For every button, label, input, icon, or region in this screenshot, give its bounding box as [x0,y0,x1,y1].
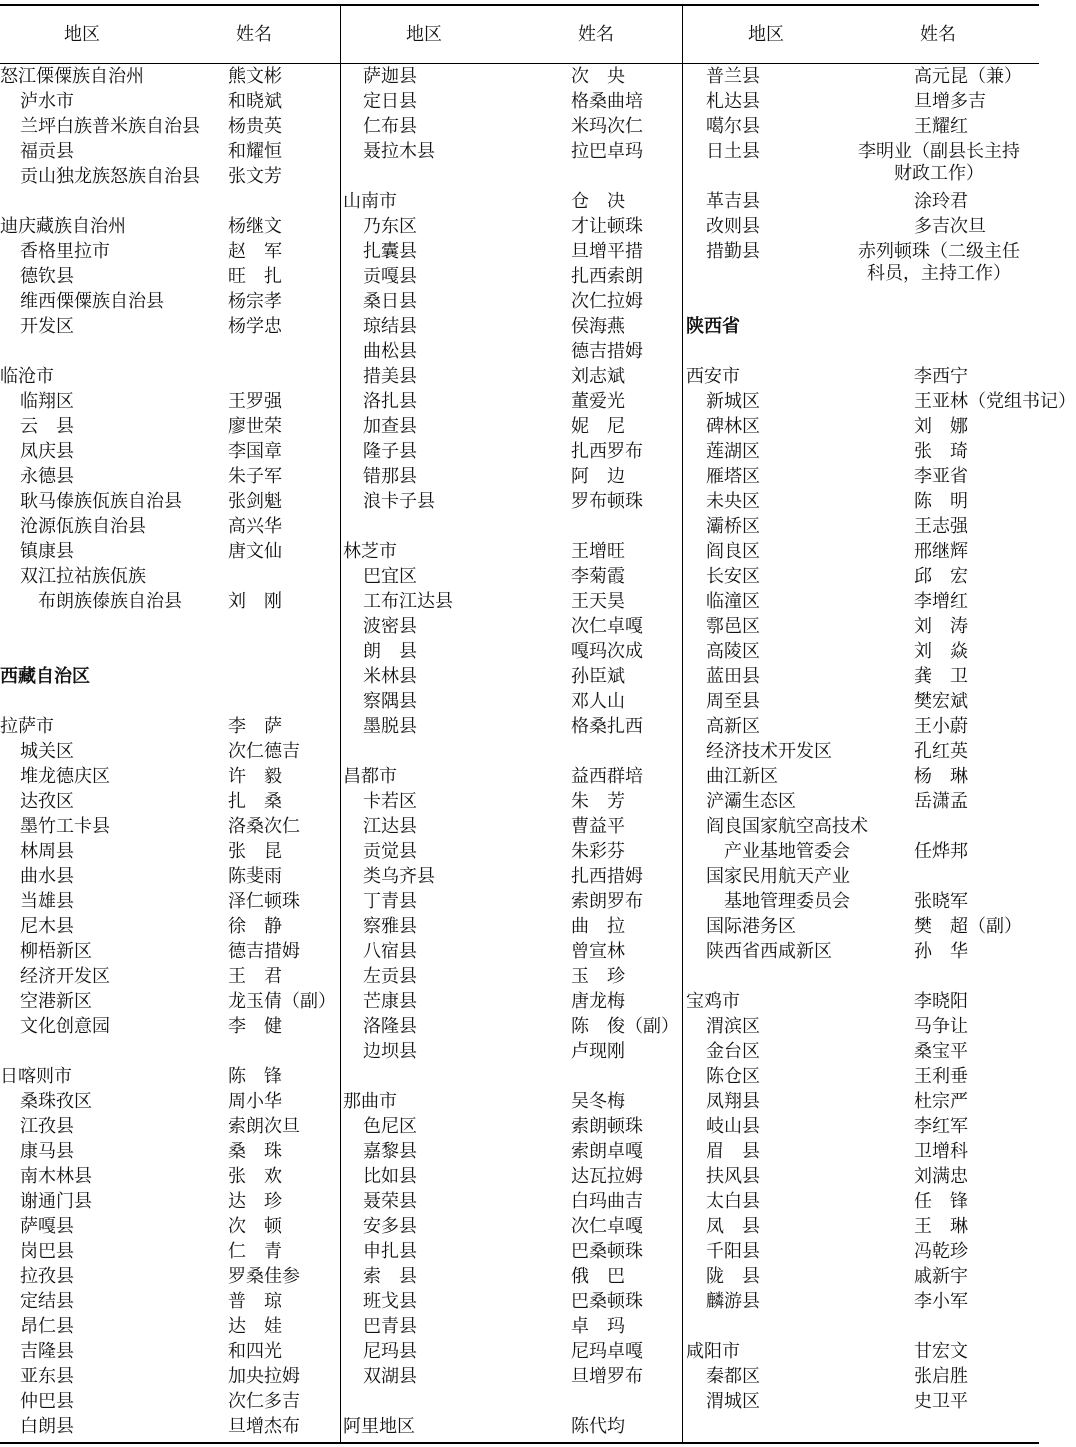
region-name: 兰坪白族普米族自治县 [20,116,200,137]
person-name: 熊文彬 [228,66,282,87]
person-name: 张晓军 [914,891,968,912]
person-name: 李增红 [914,591,968,612]
person-name: 许 毅 [228,766,282,787]
person-name: 陈 明 [914,491,968,512]
region-name: 乃东区 [363,216,417,237]
region-name: 高新区 [706,716,760,737]
person-name: 杨宗孝 [228,291,282,312]
person-name: 和四光 [228,1341,282,1362]
person-name: 孙 华 [914,941,968,962]
region-name: 札达县 [706,91,760,112]
person-name: 李红军 [914,1116,968,1137]
region-name: 林周县 [20,841,74,862]
header-region: 地区 [406,24,442,45]
region-name: 萨迦县 [363,66,417,87]
region-name: 太白县 [706,1191,760,1212]
region-name: 贡山独龙族怒族自治县 [20,166,200,187]
person-name: 嘎玛次成 [571,641,643,662]
region-name: 经济开发区 [20,966,110,987]
person-name: 张 昆 [228,841,282,862]
region-name: 长安区 [706,566,760,587]
person-name: 侯海燕 [571,316,625,337]
region-name: 米林县 [363,666,417,687]
person-name: 普 琼 [228,1291,282,1312]
person-name: 廖世荣 [228,416,282,437]
person-name: 索朗次旦 [228,1116,300,1137]
person-name: 李亚省 [914,466,968,487]
region-name: 泸水市 [20,91,74,112]
region-name: 申扎县 [363,1241,417,1262]
region-name: 莲湖区 [706,441,760,462]
region-name: 岐山县 [706,1116,760,1137]
region-name: 周至县 [706,691,760,712]
region-name: 朗 县 [363,641,417,662]
region-name: 新城区 [706,391,760,412]
region-name: 色尼区 [363,1116,417,1137]
person-name: 旺 扎 [228,266,282,287]
person-name: 玉 珍 [571,966,625,987]
region-name: 日喀则市 [0,1066,72,1087]
person-name: 白玛曲吉 [571,1191,643,1212]
person-name: 李西宁 [914,366,968,387]
region-name: 德钦县 [20,266,74,287]
person-name: 陈 锋 [228,1066,282,1087]
region-name: 噶尔县 [706,116,760,137]
person-name: 扎西索朗 [571,266,643,287]
region-name: 措美县 [363,366,417,387]
region-name: 洛隆县 [363,1016,417,1037]
person-name: 尼玛卓嘎 [571,1341,643,1362]
region-name: 当雄县 [20,891,74,912]
person-name: 桑 珠 [228,1141,282,1162]
person-name: 樊宏斌 [914,691,968,712]
region-name: 曲江新区 [706,766,778,787]
person-name: 卫增科 [914,1141,968,1162]
person-name: 陈代均 [571,1416,625,1437]
region-name: 曲水县 [20,866,74,887]
person-name: 米玛次仁 [571,116,643,137]
person-name: 旦增平措 [571,241,643,262]
bottom-rule [0,1442,1039,1444]
person-name: 龚 卫 [914,666,968,687]
person-name: 和耀恒 [228,141,282,162]
region-name: 金台区 [706,1041,760,1062]
region-name: 渭城区 [706,1391,760,1412]
person-name: 仁 青 [228,1241,282,1262]
region-name: 安多县 [363,1216,417,1237]
region-name: 巴宜区 [363,566,417,587]
person-name: 王亚林（党组书记） [914,391,1076,412]
region-name: 拉萨市 [0,716,54,737]
person-name: 唐龙梅 [571,991,625,1012]
person-name: 次仁德吉 [228,741,300,762]
person-name: 孙臣斌 [571,666,625,687]
region-name: 贡觉县 [363,841,417,862]
region-name: 昌都市 [343,766,397,787]
person-name: 董爱光 [571,391,625,412]
header-region: 地区 [748,24,784,45]
person-name: 李国章 [228,441,282,462]
region-name: 镇康县 [20,541,74,562]
region-name: 产业基地管委会 [724,841,850,862]
region-name: 左贡县 [363,966,417,987]
person-name: 刘满忠 [914,1166,968,1187]
region-name: 聂拉木县 [363,141,435,162]
region-name: 基地管理委员会 [724,891,850,912]
region-name: 达孜区 [20,791,74,812]
region-name: 蓝田县 [706,666,760,687]
person-name: 徐 静 [228,916,282,937]
region-name: 错那县 [363,466,417,487]
region-name: 那曲市 [343,1091,397,1112]
region-name: 萨嘎县 [20,1216,74,1237]
person-name: 涂玲君 [914,191,968,212]
region-name: 雁塔区 [706,466,760,487]
region-name: 波密县 [363,616,417,637]
region-name: 阿里地区 [343,1416,415,1437]
region-name: 加查县 [363,416,417,437]
region-name: 凤庆县 [20,441,74,462]
column-divider [340,6,341,1442]
header-name: 姓名 [578,24,614,45]
region-name: 普兰县 [706,66,760,87]
person-name: 杨继文 [228,216,282,237]
region-name: 班戈县 [363,1291,417,1312]
region-name: 经济技术开发区 [706,741,832,762]
person-name: 阿 边 [571,466,625,487]
region-name: 维西傈僳族自治县 [20,291,164,312]
person-name: 达瓦拉姆 [571,1166,643,1187]
person-name: 曾宣林 [571,941,625,962]
region-name: 丁青县 [363,891,417,912]
region-name: 琼结县 [363,316,417,337]
person-name: 刘 涛 [914,616,968,637]
person-name: 扎 桑 [228,791,282,812]
header-name: 姓名 [236,24,272,45]
person-name: 王 君 [228,966,282,987]
region-name: 曲松县 [363,341,417,362]
region-name: 浪卡子县 [363,491,435,512]
region-name: 文化创意园 [20,1016,110,1037]
region-name: 隆子县 [363,441,417,462]
person-name: 扎西罗布 [571,441,643,462]
region-name: 耿马傣族佤族自治县 [20,491,182,512]
person-name: 朱彩芬 [571,841,625,862]
person-name: 达 娃 [228,1316,282,1337]
person-name: 李小军 [914,1291,968,1312]
region-name: 永德县 [20,466,74,487]
person-name: 张 欢 [228,1166,282,1187]
person-name: 杨 琳 [914,766,968,787]
person-name: 李明业（副县长主持 财政工作） [858,141,1020,184]
person-name: 杨学忠 [228,316,282,337]
region-name: 未央区 [706,491,760,512]
person-name: 次仁卓嘎 [571,1216,643,1237]
column-divider [682,6,683,1442]
person-name: 朱 芳 [571,791,625,812]
region-name: 浐灞生态区 [706,791,796,812]
region-name: 仲巴县 [20,1391,74,1412]
region-name: 仁布县 [363,116,417,137]
person-name: 拉巴卓玛 [571,141,643,162]
person-name: 李晓阳 [914,991,968,1012]
region-name: 墨脱县 [363,716,417,737]
section-heading: 西藏自治区 [0,666,90,687]
region-name: 渭滨区 [706,1016,760,1037]
person-name: 旦增罗布 [571,1366,643,1387]
person-name: 甘宏文 [914,1341,968,1362]
region-name: 高陵区 [706,641,760,662]
person-name: 次仁拉姆 [571,291,643,312]
person-name: 刘 刚 [228,591,282,612]
person-name: 才让顿珠 [571,216,643,237]
person-name: 次 央 [571,66,625,87]
region-name: 墨竹工卡县 [20,816,110,837]
section-heading: 陕西省 [686,316,740,337]
person-name: 加央拉姆 [228,1366,300,1387]
person-name: 罗桑佳参 [228,1266,300,1287]
region-name: 卡若区 [363,791,417,812]
person-name: 王增旺 [571,541,625,562]
region-name: 开发区 [20,316,74,337]
region-name: 怒江傈僳族自治州 [0,66,144,87]
region-name: 扎囊县 [363,241,417,262]
person-name: 卢现刚 [571,1041,625,1062]
region-name: 革吉县 [706,191,760,212]
region-name: 阎良国家航空高技术 [706,816,868,837]
person-name: 洛桑次仁 [228,816,300,837]
person-name: 王罗强 [228,391,282,412]
person-name: 俄 巴 [571,1266,625,1287]
region-name: 千阳县 [706,1241,760,1262]
person-name: 刘 焱 [914,641,968,662]
person-name: 索朗顿珠 [571,1116,643,1137]
region-name: 察雅县 [363,916,417,937]
region-name: 洛扎县 [363,391,417,412]
person-name: 陈斐雨 [228,866,282,887]
person-name: 樊 超（副） [914,916,1022,937]
person-name: 曹益平 [571,816,625,837]
person-name: 和晓斌 [228,91,282,112]
person-name: 张文芳 [228,166,282,187]
person-name: 多吉次旦 [914,216,986,237]
person-name: 张启胜 [914,1366,968,1387]
person-name: 杜宗严 [914,1091,968,1112]
region-name: 临潼区 [706,591,760,612]
person-name: 刘志斌 [571,366,625,387]
person-name: 杨贵英 [228,116,282,137]
region-name: 贡嘎县 [363,266,417,287]
person-name: 仓 决 [571,191,625,212]
region-name: 凤 县 [706,1216,760,1237]
top-rule [0,4,1039,6]
person-name: 王 琳 [914,1216,968,1237]
region-name: 堆龙德庆区 [20,766,110,787]
region-name: 定结县 [20,1291,74,1312]
person-name: 桑宝平 [914,1041,968,1062]
region-name: 福贡县 [20,141,74,162]
region-name: 白朗县 [20,1416,74,1437]
person-name: 王利垂 [914,1066,968,1087]
person-name: 李 健 [228,1016,282,1037]
region-name: 香格里拉市 [20,241,110,262]
region-name: 沧源佤族自治县 [20,516,146,537]
region-name: 迪庆藏族自治州 [0,216,126,237]
person-name: 任烨邦 [914,841,968,862]
person-name: 巴桑顿珠 [571,1241,643,1262]
person-name: 岳潇孟 [914,791,968,812]
region-name: 布朗族傣族自治县 [38,591,182,612]
person-name: 邓人山 [571,691,625,712]
person-name: 罗布顿珠 [571,491,643,512]
region-name: 措勤县 [706,241,760,262]
region-name: 嘉黎县 [363,1141,417,1162]
region-name: 工布江达县 [363,591,453,612]
person-name: 曲 拉 [571,916,625,937]
person-name: 达 珍 [228,1191,282,1212]
person-name: 邱 宏 [914,566,968,587]
region-name: 双湖县 [363,1366,417,1387]
region-name: 临翔区 [20,391,74,412]
person-name: 德吉措姆 [571,341,643,362]
person-name: 赤列顿珠（二级主任 科员，主持工作） [858,241,1020,284]
person-name: 任 锋 [914,1191,968,1212]
person-name: 格桑曲培 [571,91,643,112]
region-name: 碑林区 [706,416,760,437]
region-name: 临沧市 [0,366,54,387]
region-name: 吉隆县 [20,1341,74,1362]
region-name: 国家民用航天产业 [706,866,850,887]
person-name: 龙玉倩（副） [228,991,336,1012]
region-name: 定日县 [363,91,417,112]
person-name: 周小华 [228,1091,282,1112]
person-name: 吴冬梅 [571,1091,625,1112]
person-name: 冯乾珍 [914,1241,968,1262]
region-name: 南木林县 [20,1166,92,1187]
person-name: 次 顿 [228,1216,282,1237]
person-name: 王小蔚 [914,716,968,737]
region-name: 江孜县 [20,1116,74,1137]
person-name: 朱子军 [228,466,282,487]
person-name: 旦增多吉 [914,91,986,112]
person-name: 戚新宇 [914,1266,968,1287]
region-name: 八宿县 [363,941,417,962]
region-name: 尼木县 [20,916,74,937]
person-name: 次仁多吉 [228,1391,300,1412]
person-name: 张 琦 [914,441,968,462]
region-name: 巴青县 [363,1316,417,1337]
person-name: 卓 玛 [571,1316,625,1337]
person-name: 高元昆（兼） [914,66,1022,87]
person-name: 陈 俊（副） [571,1016,679,1037]
region-name: 凤翔县 [706,1091,760,1112]
header-name: 姓名 [920,24,956,45]
region-name: 比如县 [363,1166,417,1187]
person-name: 王耀红 [914,116,968,137]
header-rule [0,63,1039,64]
region-name: 拉孜县 [20,1266,74,1287]
person-name: 次仁卓嘎 [571,616,643,637]
region-name: 宝鸡市 [686,991,740,1012]
person-name: 李 萨 [228,716,282,737]
person-name: 邢继辉 [914,541,968,562]
person-name: 巴桑顿珠 [571,1291,643,1312]
person-name: 唐文仙 [228,541,282,562]
person-name: 泽仁顿珠 [228,891,300,912]
person-name: 格桑扎西 [571,716,643,737]
region-name: 国际港务区 [706,916,796,937]
region-name: 察隅县 [363,691,417,712]
person-name: 张剑魁 [228,491,282,512]
region-name: 陕西省西咸新区 [706,941,832,962]
region-name: 双江拉祜族佤族 [20,566,146,587]
person-name: 扎西措姆 [571,866,643,887]
region-name: 城关区 [20,741,74,762]
region-name: 日土县 [706,141,760,162]
region-name: 昂仁县 [20,1316,74,1337]
region-name: 扶风县 [706,1166,760,1187]
region-name: 索 县 [363,1266,417,1287]
region-name: 山南市 [343,191,397,212]
region-name: 谢通门县 [20,1191,92,1212]
person-name: 王志强 [914,516,968,537]
person-name: 旦增杰布 [228,1416,300,1437]
person-name: 刘 娜 [914,416,968,437]
region-name: 芒康县 [363,991,417,1012]
region-name: 尼玛县 [363,1341,417,1362]
region-name: 灞桥区 [706,516,760,537]
region-name: 林芝市 [343,541,397,562]
region-name: 柳梧新区 [20,941,92,962]
region-name: 桑珠孜区 [20,1091,92,1112]
person-name: 德吉措姆 [228,941,300,962]
region-name: 眉 县 [706,1141,760,1162]
region-name: 西安市 [686,366,740,387]
person-name: 赵 军 [228,241,282,262]
region-name: 改则县 [706,216,760,237]
person-name: 妮 尼 [571,416,625,437]
region-name: 麟游县 [706,1291,760,1312]
region-name: 类乌齐县 [363,866,435,887]
person-name: 益西群培 [571,766,643,787]
region-name: 空港新区 [20,991,92,1012]
region-name: 聂荣县 [363,1191,417,1212]
region-name: 阎良区 [706,541,760,562]
person-name: 索朗卓嘎 [571,1141,643,1162]
person-name: 王天昊 [571,591,625,612]
person-name: 孔红英 [914,741,968,762]
region-name: 陇 县 [706,1266,760,1287]
person-name: 马争让 [914,1016,968,1037]
region-name: 江达县 [363,816,417,837]
person-name: 李菊霞 [571,566,625,587]
region-name: 陈仓区 [706,1066,760,1087]
region-name: 亚东县 [20,1366,74,1387]
person-name: 索朗罗布 [571,891,643,912]
region-name: 边坝县 [363,1041,417,1062]
region-name: 桑日县 [363,291,417,312]
region-name: 秦都区 [706,1366,760,1387]
region-name: 鄠邑区 [706,616,760,637]
person-name: 高兴华 [228,516,282,537]
region-name: 云 县 [20,416,74,437]
region-name: 岗巴县 [20,1241,74,1262]
region-name: 咸阳市 [686,1341,740,1362]
header-region: 地区 [64,24,100,45]
person-name: 史卫平 [914,1391,968,1412]
region-name: 康马县 [20,1141,74,1162]
